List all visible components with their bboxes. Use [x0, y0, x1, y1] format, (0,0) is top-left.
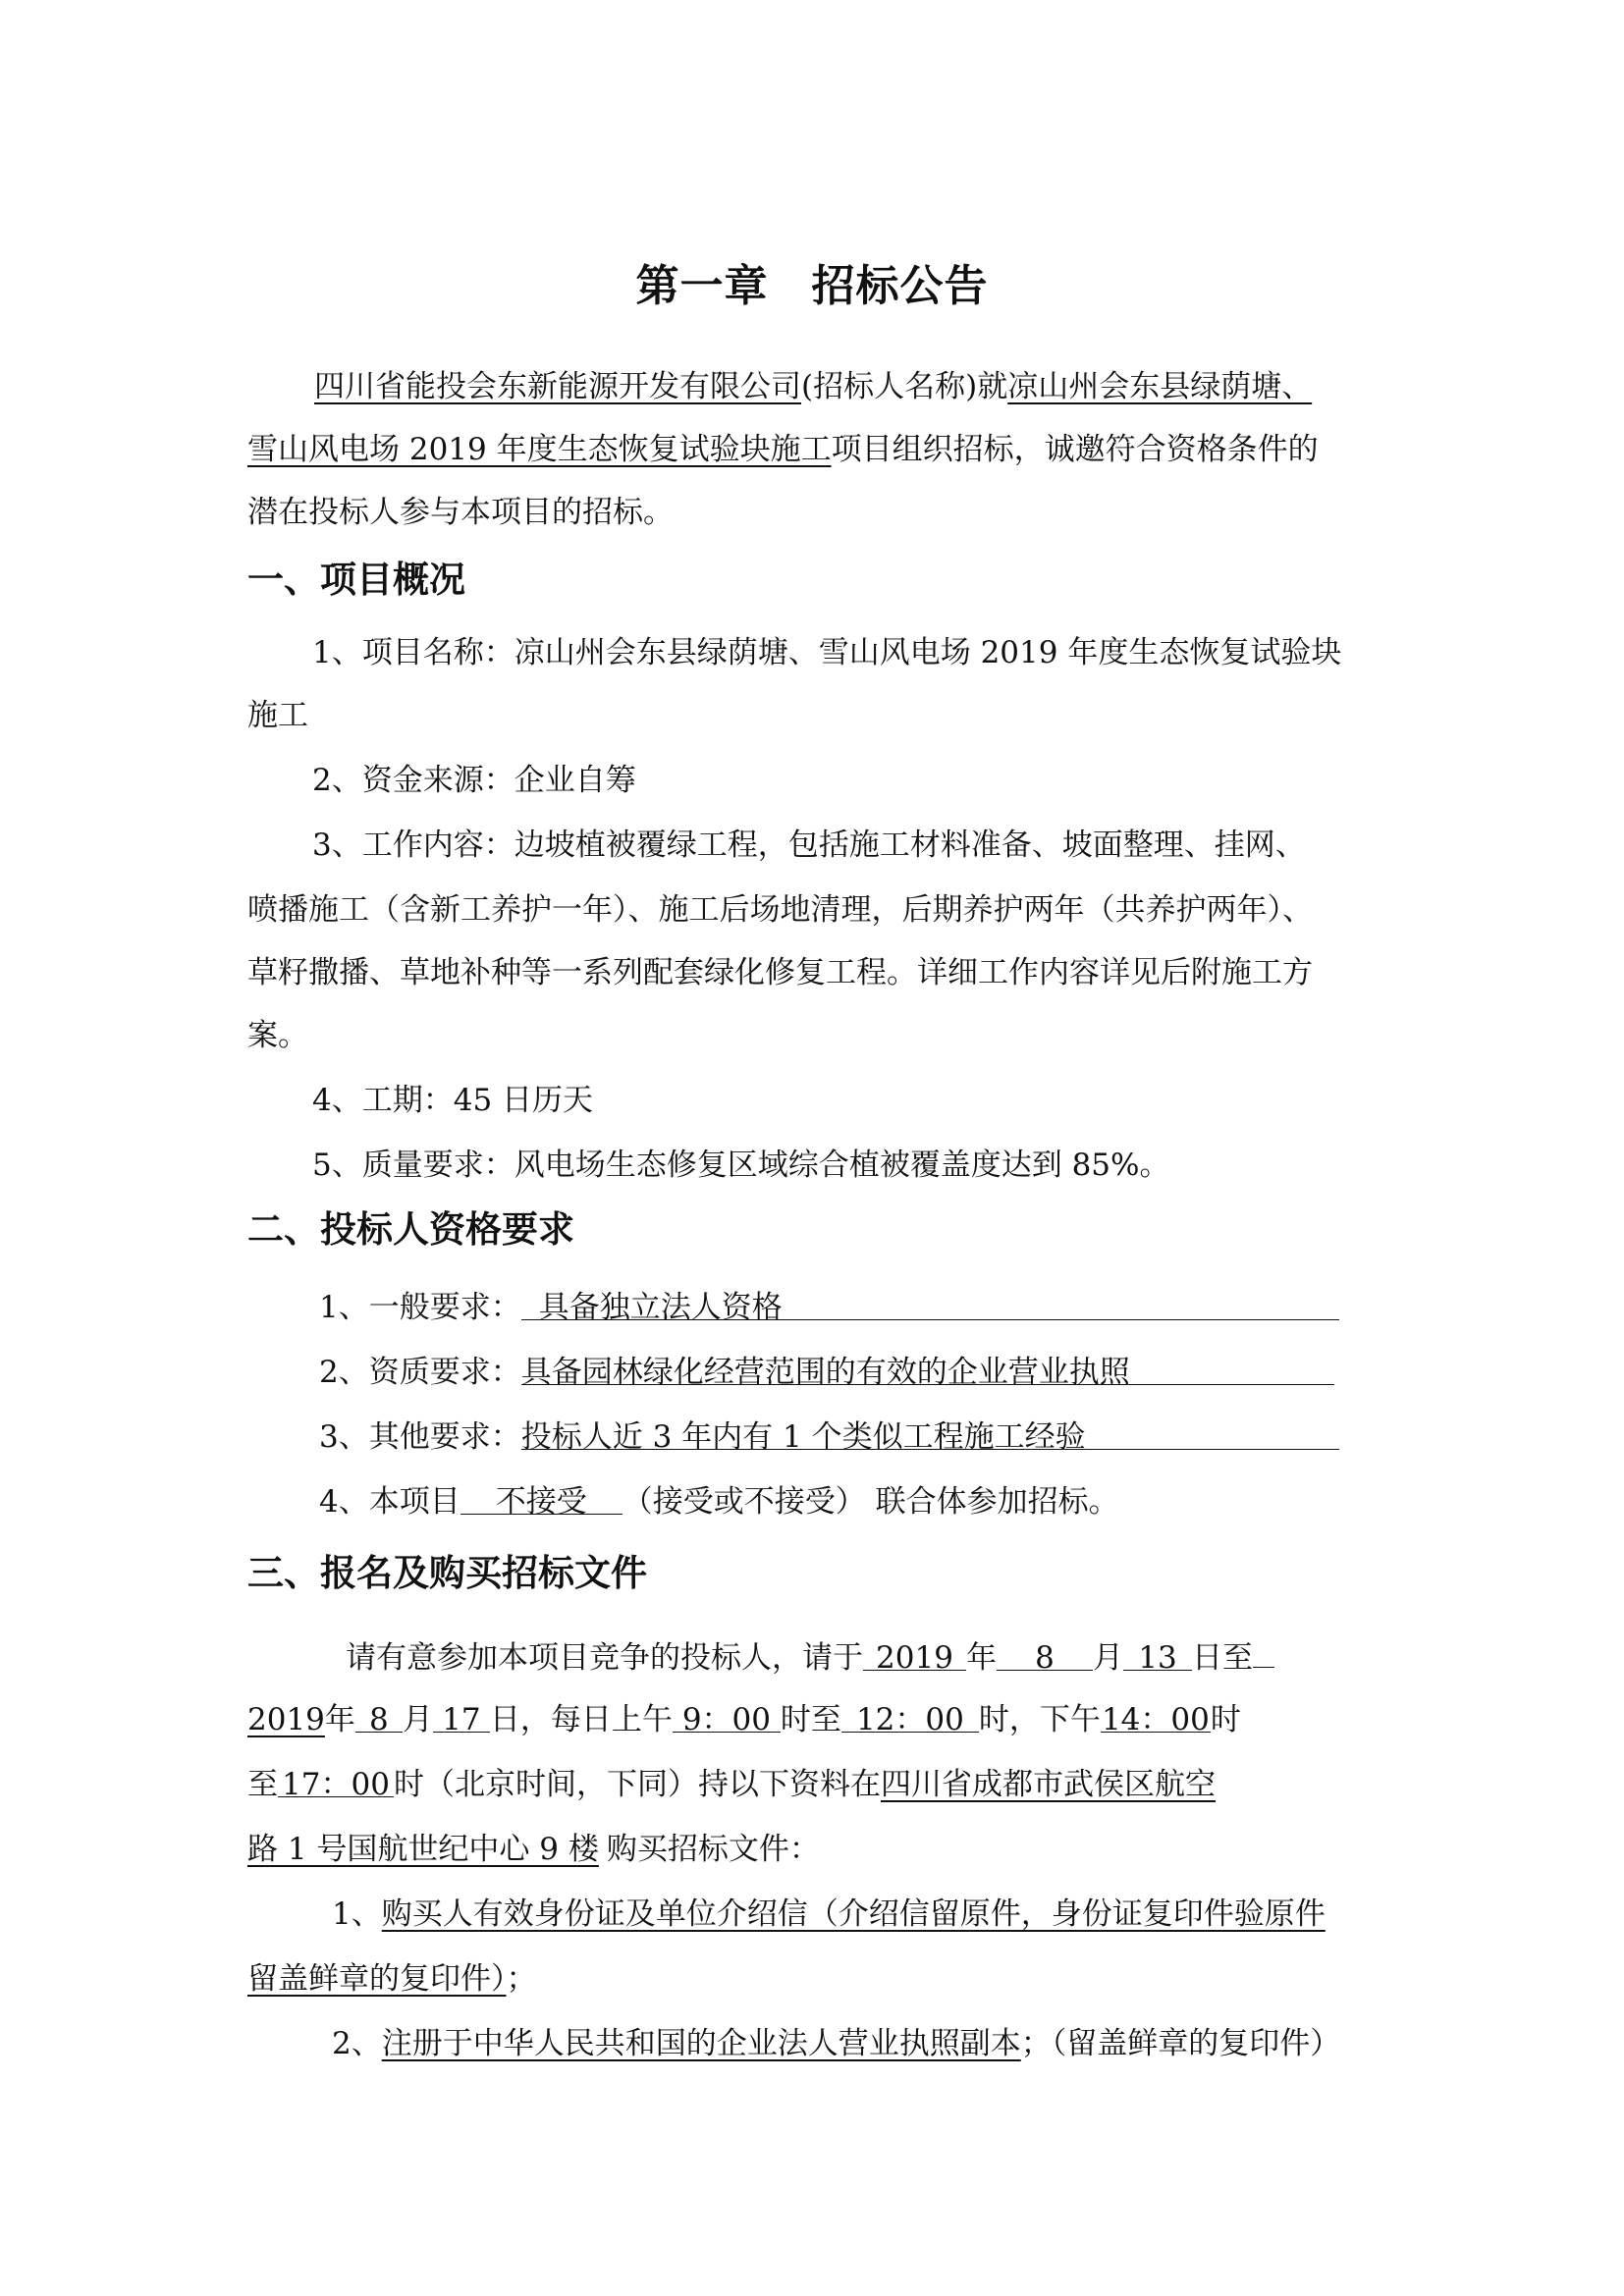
am-start-time: 9：00	[673, 1698, 781, 1733]
registration-line-3	[247, 1763, 1216, 1806]
address-part1: 四川省成都市武侯区航空	[881, 1767, 1216, 1802]
consortium-requirement	[319, 1480, 1119, 1523]
am-time-to: 时至	[780, 1702, 841, 1737]
tenderer-note: (招标人名称)	[801, 369, 978, 404]
quality-item: 5、质量要求：风电场生态修复区域综合植被覆盖度达到 85%。	[312, 1148, 1170, 1183]
consortium-value: 不接受	[460, 1480, 623, 1515]
project-prefix: 就	[977, 369, 1008, 404]
other-requirement-value: 投标人近 3 年内有 1 个类似工程施工经验	[521, 1415, 1339, 1450]
consortium-suffix: （接受或不接受） 联合体参加招标。	[622, 1484, 1119, 1520]
end-year: 2019	[247, 1702, 325, 1737]
registration-line-1	[346, 1633, 1274, 1680]
general-requirement	[319, 1286, 1339, 1329]
document-item-1-text-cont: 留盖鲜章的复印件）	[247, 1961, 507, 1997]
chapter-title	[0, 250, 1624, 313]
work-content-line-3: 草籽撒播、草地补种等一系列配套绿化修复工程。详细工作内容详见后附施工方	[247, 955, 1313, 990]
document-item-1-end: ；	[506, 1961, 537, 1997]
project-name-item: 1、项目名称：凉山州会东县绿荫塘、雪山风电场 2019 年度生态恢复试验块	[312, 635, 1342, 670]
general-requirement-value: 具备独立法人资格	[521, 1286, 1339, 1320]
end-month: 8	[355, 1698, 403, 1733]
qualification-requirement-label: 2、资质要求：	[319, 1355, 521, 1390]
start-day-to: 日至	[1192, 1640, 1253, 1676]
duration-item: 4、工期：45 日历天	[312, 1083, 594, 1118]
document-item-1	[332, 1893, 1326, 1936]
address-part2: 路 1 号国航世纪中心 9 楼	[247, 1832, 599, 1867]
general-requirement-label: 1、一般要求：	[319, 1290, 521, 1325]
project-name-item-cont: 施工	[247, 698, 308, 733]
intro-line-2-rest: 项目组织招标，诚邀符合资格条件的	[831, 432, 1319, 467]
end-year-char: 年	[324, 1702, 355, 1737]
work-content-line-2: 喷播施工（含新工养护一年）、施工后场地清理，后期养护两年（共养护两年）、	[247, 892, 1313, 928]
start-trailing-blank	[1253, 1633, 1274, 1668]
start-month-char: 月	[1093, 1640, 1123, 1676]
start-month: 8	[997, 1636, 1093, 1671]
document-item-2-number: 2、	[332, 2026, 382, 2061]
pm-label: 时，下午	[978, 1702, 1101, 1737]
document-item-1-cont	[247, 1957, 537, 2001]
tenderer-name: 四川省能投会东新能源开发有限公司	[314, 369, 801, 404]
pm-to-char: 至	[247, 1767, 278, 1802]
fund-source-item: 2、资金来源：企业自筹	[312, 763, 636, 798]
start-year: 2019	[863, 1636, 966, 1671]
daily-am-label: 日，每日上午	[489, 1702, 673, 1737]
other-requirement-label: 3、其他要求：	[319, 1419, 521, 1455]
registration-line-2	[247, 1698, 1241, 1741]
chapter-number: 第一章	[635, 261, 769, 311]
other-requirement	[319, 1415, 1339, 1459]
end-month-char: 月	[402, 1702, 433, 1737]
am-end-time: 12：00	[841, 1698, 979, 1733]
project-name-part2: 雪山风电场 2019 年度生态恢复试验块施工	[247, 432, 832, 467]
intro-line-1	[314, 365, 1312, 408]
document-item-2-text: 注册于中华人民共和国的企业法人营业执照副本	[381, 2026, 1021, 2061]
qualification-requirement-value: 具备园林绿化经营范围的有效的企业营业执照	[521, 1351, 1334, 1385]
registration-intro: 请有意参加本项目竞争的投标人，请于	[346, 1640, 863, 1676]
consortium-prefix: 4、本项目	[319, 1484, 460, 1520]
start-day: 13	[1123, 1636, 1192, 1671]
buy-document-label: 购买招标文件：	[606, 1832, 820, 1867]
work-content-line-4: 案。	[247, 1018, 308, 1053]
document-item-1-number: 1、	[332, 1896, 382, 1932]
project-name-part1: 凉山州会东县绿荫塘、	[1007, 369, 1313, 404]
intro-line-3-text: 潜在投标人参与本项目的招标。	[247, 495, 674, 530]
start-year-char: 年	[966, 1640, 997, 1676]
document-item-1-text: 购买人有效身份证及单位介绍信（介绍信留原件，身份证复印件验原件	[381, 1896, 1326, 1932]
chapter-name: 招标公告	[811, 261, 989, 311]
intro-line-2	[247, 428, 1319, 471]
qualification-requirement	[319, 1351, 1334, 1394]
pm-start-time: 14：00	[1101, 1698, 1211, 1733]
end-day: 17	[433, 1698, 490, 1733]
document-item-2	[332, 2022, 1340, 2065]
registration-line-4	[247, 1828, 820, 1871]
work-content-item: 3、工作内容：边坡植被覆绿工程，包括施工材料准备、坡面整理、挂网、	[312, 828, 1306, 863]
document-item-2-suffix: ；（留盖鲜章的复印件）	[1020, 2026, 1341, 2061]
section1-heading: 一、项目概况	[247, 559, 465, 601]
section2-heading: 二、投标人资格要求	[247, 1208, 574, 1251]
pm-start-hour-char: 时	[1210, 1702, 1241, 1737]
intro-line-3	[247, 491, 674, 534]
pm-end-time: 17：00	[278, 1763, 394, 1797]
beijing-time-note: 时（北京时间，下同）持以下资料在	[394, 1767, 881, 1802]
section3-heading: 三、报名及购买招标文件	[247, 1552, 647, 1594]
